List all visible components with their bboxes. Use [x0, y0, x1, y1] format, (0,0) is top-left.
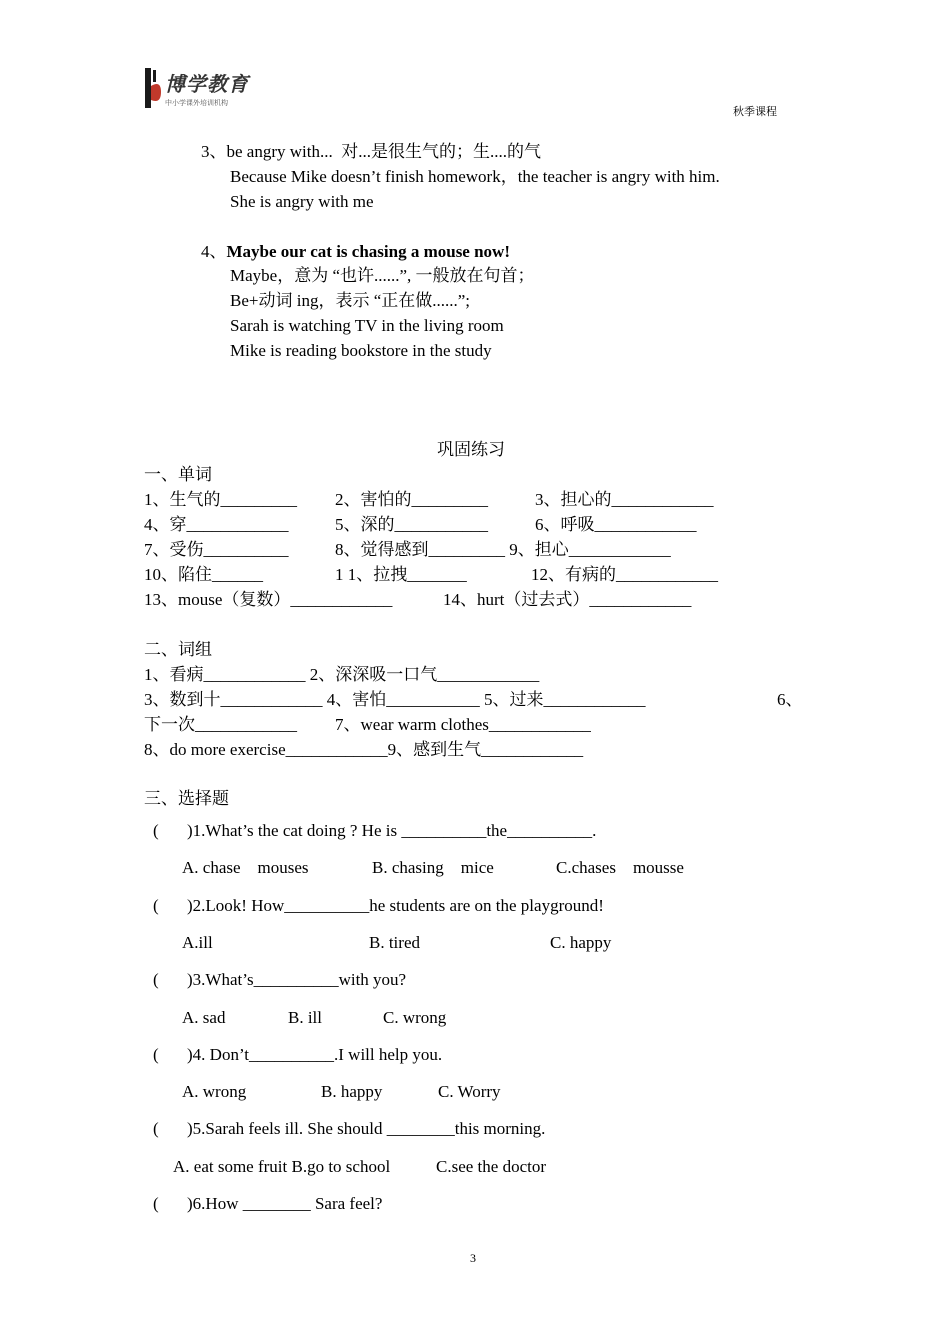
- question-option: B. chasing mice: [372, 858, 494, 877]
- vocab-item: 2、害怕的_________: [335, 490, 488, 509]
- note-4-heading: Maybe our cat is chasing a mouse now!: [226, 242, 510, 261]
- question-paren: (: [153, 1045, 159, 1064]
- question-stem: )4. Don’t__________.I will help you.: [187, 1045, 443, 1064]
- question-paren: (: [153, 896, 159, 915]
- page-number: 3: [470, 1251, 476, 1265]
- note-4-line: Mike is reading bookstore in the study: [230, 341, 492, 360]
- phrase-item: 6、: [777, 690, 803, 709]
- note-3-line: She is angry with me: [230, 192, 374, 211]
- question-stem: )2.Look! How__________he students are on the playground!: [187, 896, 604, 915]
- question-option: C.chases mousse: [556, 858, 684, 877]
- question-option: A. chase mouses: [182, 858, 309, 877]
- question-option: C. Worry: [438, 1082, 501, 1101]
- question-option: C. happy: [550, 933, 612, 952]
- question-paren: (: [153, 1194, 159, 1213]
- vocab-item: 12、有病的____________: [531, 565, 718, 584]
- question-option: A. wrong: [182, 1082, 247, 1101]
- phrase-item: 8、do more exercise____________9、感到生气____________: [144, 740, 584, 759]
- question-option: B. tired: [369, 933, 420, 952]
- logo-brand: 博学教育: [165, 72, 249, 96]
- vocab-item: 5、深的___________: [335, 515, 488, 534]
- vocab-item: 7、受伤__________: [144, 540, 289, 559]
- vocab-item: 8、觉得感到_________ 9、担心____________: [335, 540, 671, 559]
- question-option: C.see the doctor: [436, 1157, 546, 1176]
- question-option: B. happy: [321, 1082, 383, 1101]
- phrase-item: 下一次____________: [144, 715, 297, 734]
- note-3-title: 3、be angry with... 对...是很生气的；生....的气: [201, 142, 541, 161]
- vocab-item: 3、担心的____________: [535, 490, 714, 509]
- question-option: A. eat some fruit B.go to school: [173, 1157, 391, 1176]
- question-paren: (: [153, 821, 159, 840]
- note-4-line: Maybe，意为 “也许......”, 一般放在句首；: [230, 266, 535, 285]
- note-4-line: Be+动词 ing，表示 “正在做......”;: [230, 291, 471, 310]
- vocab-item: 10、陷住______: [144, 565, 263, 584]
- section-2-heading: 二、词组: [144, 640, 212, 659]
- logo: [143, 66, 249, 112]
- note-4-title: [201, 242, 510, 262]
- course-label: 秋季课程: [733, 105, 777, 118]
- vocab-item: 1 1、拉拽_______: [335, 565, 467, 584]
- question-paren: (: [153, 1119, 159, 1138]
- question-option: B. ill: [288, 1008, 323, 1027]
- question-option: A.ill: [182, 933, 213, 952]
- question-stem: )1.What’s the cat doing ? He is __________the__________.: [187, 821, 597, 840]
- question-option: A. sad: [182, 1008, 226, 1027]
- phrase-item: 1、看病____________ 2、深深吸一口气____________: [144, 665, 540, 684]
- question-stem: )5.Sarah feels ill. She should ________this morning.: [187, 1119, 546, 1138]
- question-stem: )3.What’s__________with you?: [187, 970, 407, 989]
- question-stem: )6.How ________ Sara feel?: [187, 1194, 383, 1213]
- note-3-line: Because Mike doesn’t finish homework，the teacher is angry with him.: [230, 167, 720, 186]
- section-3-heading: 三、选择题: [144, 789, 229, 808]
- vocab-item: 4、穿____________: [144, 515, 289, 534]
- phrase-item: 3、数到十____________ 4、害怕___________ 5、过来____________: [144, 690, 646, 709]
- question-option: C. wrong: [383, 1008, 447, 1027]
- vocab-item: 13、mouse（复数）____________: [144, 590, 393, 609]
- vocab-item: 1、生气的_________: [144, 490, 297, 509]
- question-paren: (: [153, 970, 159, 989]
- phrase-item: 7、wear warm clothes____________: [335, 715, 591, 734]
- vocab-item: 6、呼吸____________: [535, 515, 697, 534]
- exercise-title: 巩固练习: [437, 440, 505, 459]
- note-4-line: Sarah is watching TV in the living room: [230, 316, 504, 335]
- logo-slogan: 中小学课外培训机构: [165, 99, 228, 107]
- note-4-number: 4、: [201, 242, 227, 261]
- vocab-item: 14、hurt（过去式）____________: [443, 590, 692, 609]
- brush-logo-icon: [143, 66, 163, 110]
- section-1-heading: 一、单词: [144, 465, 212, 484]
